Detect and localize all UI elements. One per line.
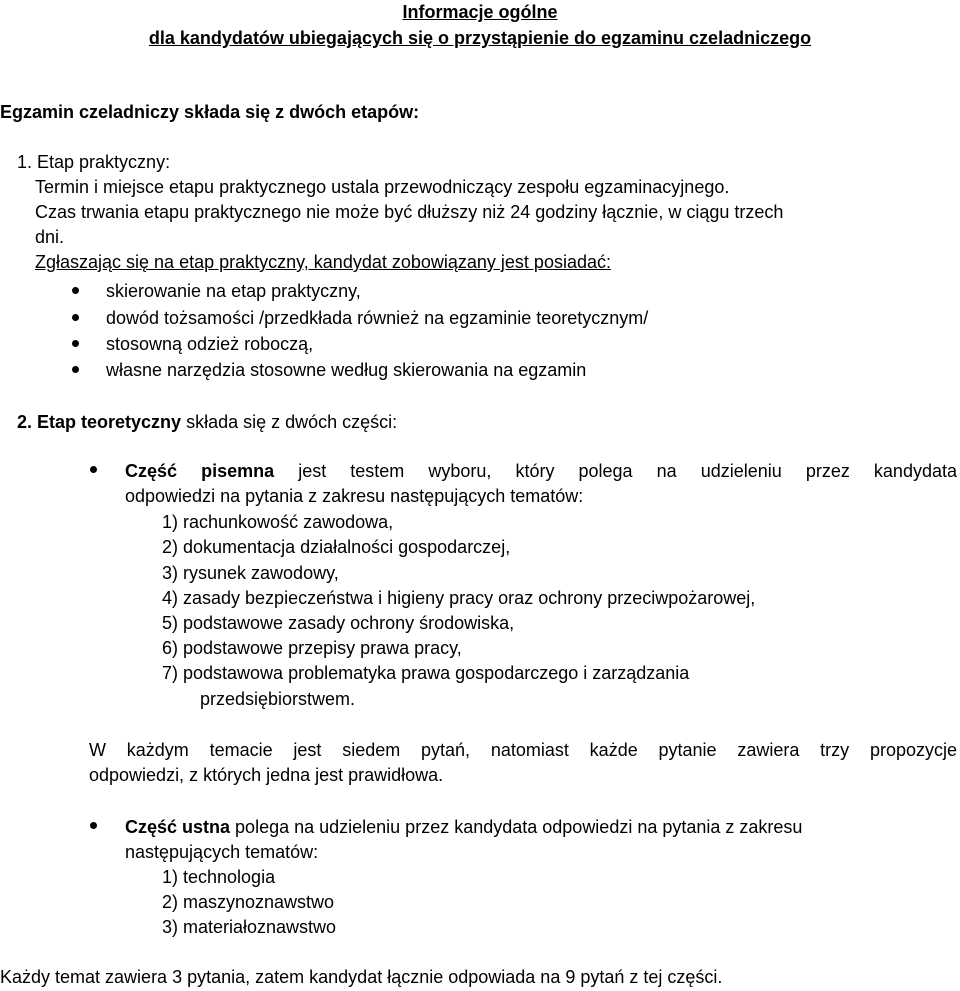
oral-part-text-line: następujących tematów: [125,842,319,862]
bullet-icon [72,366,79,373]
written-note-line: W każdym temacie jest siedem pytań, natomiast każde pytanie zawiera trzy propozycje [89,740,957,760]
oral-part-label: Część ustna [125,817,231,837]
requirement-item: stosowną odzież roboczą, [106,334,314,354]
footer-note: Każdy temat zawiera 3 pytania, zatem kandydat łącznie odpowiada na 9 pytań z tej części. [0,967,723,987]
written-part-text-line: odpowiedzi na pytania z zakresu następujących tematów: [125,486,584,506]
stage1-text-line: Termin i miejsce etapu praktycznego ustala przewodniczący zespołu egzaminacyjnego. [35,177,730,197]
written-part-text: jest testem wyboru, który polega na udzieleniu przez kandydata [274,461,957,481]
bullet-icon [90,466,97,473]
requirement-item: własne narzędzia stosowne według skierowania na egzamin [106,360,587,380]
stage2-heading-rest: składa się z dwóch części: [181,412,398,432]
stage1-heading: 1. Etap praktyczny: [17,152,171,172]
page-subtitle: dla kandydatów ubiegających się o przystąpienie do egzaminu czeladniczego [148,28,812,48]
written-note-line: odpowiedzi, z których jedna jest prawidłowa. [89,765,444,785]
written-part-label: Część pisemna [125,461,275,481]
written-topic: 7) podstawowa problematyka prawa gospodarczego i zarządzania [162,663,690,683]
written-topic: 3) rysunek zawodowy, [162,563,339,583]
intro-heading: Egzamin czeladniczy składa się z dwóch etapów: [0,102,420,122]
oral-topic: 3) materiałoznawstwo [162,917,337,937]
written-topic: 4) zasady bezpieczeństwa i higieny pracy oraz ochrony przeciwpożarowej, [162,588,756,608]
requirement-item: dowód tożsamości /przedkłada również na egzaminie teoretycznym/ [106,308,649,328]
oral-topic: 2) maszynoznawstwo [162,892,335,912]
stage1-text-line: dni. [35,227,65,247]
written-part-line [125,460,957,482]
requirement-item: skierowanie na etap praktyczny, [106,281,361,301]
page-title: Informacje ogólne [402,2,558,22]
requirements-heading: Zgłaszając się na etap praktyczny, kandydat zobowiązany jest posiadać: [35,252,611,272]
written-topic: 6) podstawowe przepisy prawa pracy, [162,638,462,658]
oral-topic: 1) technologia [162,867,276,887]
written-topic-continuation: przedsiębiorstwem. [200,689,356,709]
stage1-text-line: Czas trwania etapu praktycznego nie może być dłuższy niż 24 godziny łącznie, w ciągu trzech [35,202,784,222]
written-topic: 1) rachunkowość zawodowa, [162,512,394,532]
bullet-icon [72,340,79,347]
bullet-icon [90,822,97,829]
stage2-heading [17,411,397,433]
bullet-icon [72,287,79,294]
written-topic: 2) dokumentacja działalności gospodarczej, [162,537,511,557]
oral-part-text: polega na udzieleniu przez kandydata odpowiedzi na pytania z zakresu [230,817,803,837]
stage2-heading-bold: 2. Etap teoretyczny [17,412,182,432]
bullet-icon [72,314,79,321]
oral-part-line [125,816,802,838]
written-topic: 5) podstawowe zasady ochrony środowiska, [162,613,515,633]
